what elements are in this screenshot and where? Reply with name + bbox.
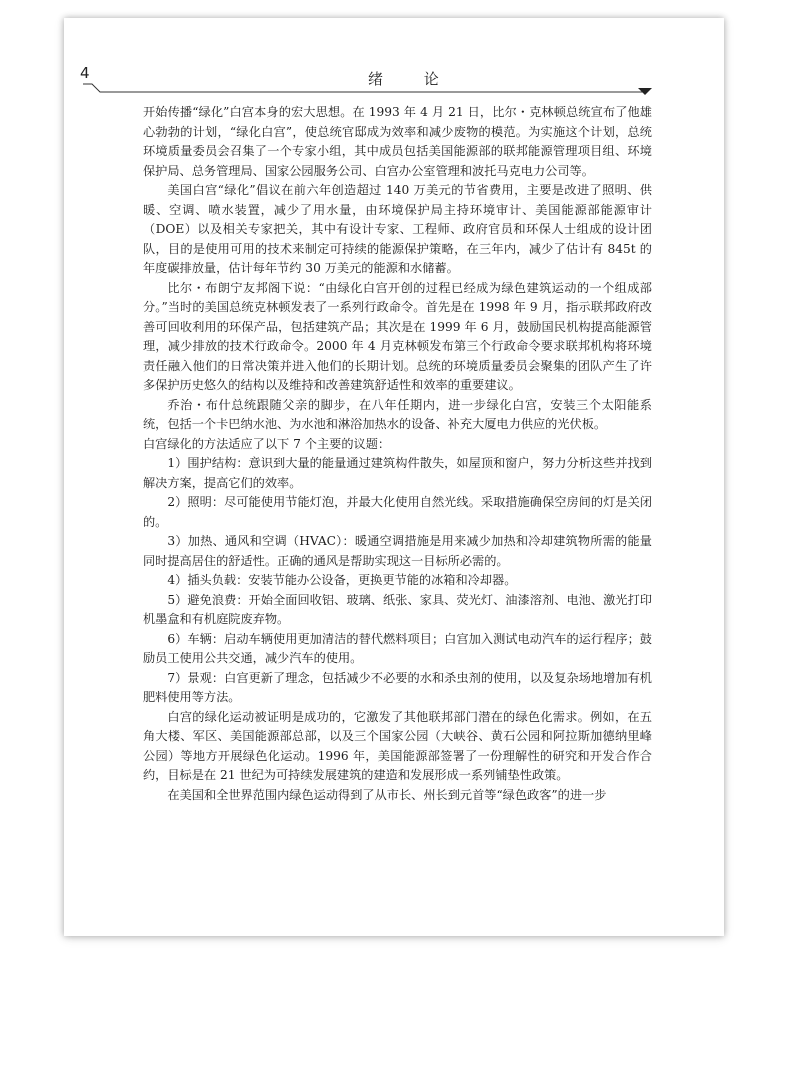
paragraph: 在美国和全世界范围内绿色运动得到了从市长、州长到元首等“绿色政客”的进一步 [167,787,607,802]
page-header [80,62,654,96]
list-item: 6）车辆：启动车辆使用更加清洁的替代燃料项目；白宫加入测试电动汽车的运行程序；鼓励员工使用公共交通，减少汽车的使用。 [143,631,652,665]
paragraph: 白宫的绿化运动被证明是成功的，它激发了其他联邦部门潜在的绿色化需求。例如，在五角大楼、军区、美国能源部总部，以及三个国家公园（大峡谷、黄石公园和阿拉斯加德纳里峰公园）等地方开展绿色化运动。1996 年，美国能源部签署了一份理解性的研究和开发合作合约，目标是在 21 世纪为可持续发展建筑的建造和发展形成一系列铺垫性政策。 [143,709,652,782]
paragraph: 白宫绿化的方法适应了以下 7 个主要的议题： [143,436,391,451]
running-title: 绪 论 [368,70,457,88]
list-item: 4）插头负载：安装节能办公设备，更换更节能的冰箱和冷却器。 [167,573,517,587]
list-item: 2）照明：尽可能使用节能灯泡，并最大化使用自然光线。采取措施确保空房间的灯是关闭的。 [143,495,652,529]
paragraph: 美国白宫“绿化”倡议在前六年创造超过 140 万美元的节省费用，主要是改进了照明、供暖、空调、喷水装置，减少了用水量，由环境保护局主持环境审计、美国能源部能源审计（DOE）以及相关专家把关，其中有设计专家、工程师、政府官员和环保人士组成的设计团队，目的是使用可用的技术来制定可持续的能源保护策略，在三年内，减少了估计有 845t 的年度碳排放量，估计每年节约 30 万美元的能源和水储蓄。 [143,183,652,275]
paragraph: 开始传播“绿化”白宫本身的宏大思想。在 1993 年 4 月 21 日，比尔・克林顿总统宣布了他雄心勃勃的计划，“绿化白宫”，使总统官邸成为效率和减少废物的模范。为实施这个计划，总统环境质量委员会召集了一个专家小组，其中成员包括美国能源部的联邦能源管理项目组、环境保护局、总务管理局、国家公园服务公司、白宫办公室管理和波托马克电力公司等。 [143,105,652,178]
list-item: 3）加热、通风和空调（HVAC）：暖通空调措施是用来减少加热和冷却建筑物所需的能量同时提高居住的舒适性。正确的通风是帮助实现这一目标所必需的。 [143,534,652,568]
page-number: 4 [80,64,90,82]
body-text [143,103,652,805]
header-rule [80,62,654,96]
paragraph: 比尔・布朗宁友邦阁下说：“由绿化白宫开创的过程已经成为绿色建筑运动的一个组成部分。”当时的美国总统克林顿发表了一系列行政命令。首先是在 1998 年 9 月，指示联邦政府改善可回收利用的环保产品，包括建筑产品；其次是在 1999 年 6 月，鼓励国民机构提高能源管理，减少排放的技术行政命令。2000 年 4 月克林顿发布第三个行政命令要求联邦机构将环境责任融入他们的日常决策并进入他们的长期计划。总统的环境质量委员会聚集的团队产生了许多保护历史悠久的结构以及维持和改善建筑舒适性和效率的重要建议。 [143,280,652,392]
list-item: 7）景观：白宫更新了理念，包括减少不必要的水和杀虫剂的使用，以及复杂场地增加有机肥料使用等方法。 [143,670,652,704]
paragraph: 乔治・布什总统跟随父亲的脚步，在八年任期内，进一步绿化白宫，安装三个太阳能系统，包括一个卡巴纳水池、为水池和淋浴加热水的设备、补充大厦电力供应的光伏板。 [143,397,652,431]
list-item: 5）避免浪费：开始全面回收铝、玻璃、纸张、家具、荧光灯、油漆溶剂、电池、激光打印机墨盒和有机庭院废弃物。 [143,592,652,626]
list-item: 1）围护结构：意识到大量的能量通过建筑构件散失，如屋顶和窗户，努力分析这些并找到解决方案，提高它们的效率。 [143,456,652,490]
